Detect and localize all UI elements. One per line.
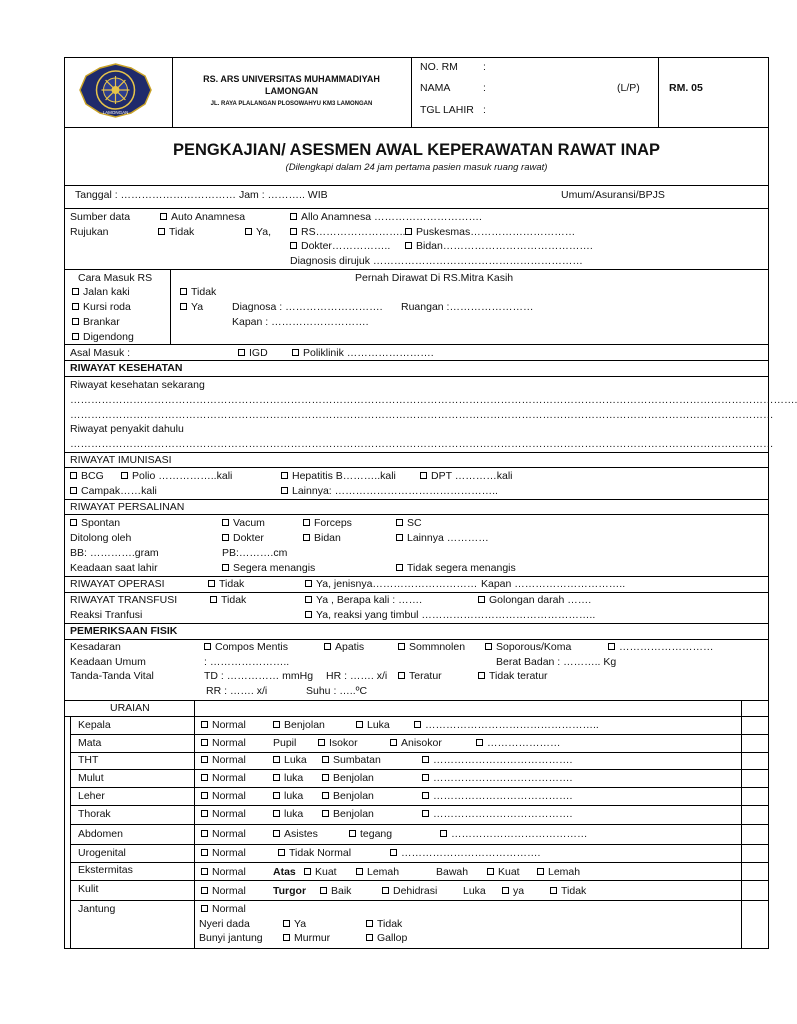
- checkbox-icon: [537, 868, 544, 875]
- tht-normal[interactable]: Normal: [201, 754, 246, 767]
- checkbox-icon: [322, 810, 329, 817]
- option-igd[interactable]: IGD: [238, 347, 268, 360]
- divider: [64, 467, 769, 468]
- checkbox-icon: [245, 228, 252, 235]
- checkbox-icon: [305, 611, 312, 618]
- checkbox-icon: [422, 774, 429, 781]
- hr-field[interactable]: HR : ……. x/i: [326, 670, 388, 682]
- leher-normal[interactable]: Normal: [201, 790, 246, 803]
- option-pernah-ya[interactable]: Ya: [180, 301, 203, 314]
- divider: [64, 576, 769, 577]
- checkbox-icon: [72, 288, 79, 295]
- checkbox-icon: [485, 643, 492, 650]
- checkbox-icon: [273, 721, 280, 728]
- checkbox-icon: [222, 534, 229, 541]
- checkbox-icon: [201, 739, 208, 746]
- checkbox-icon: [201, 756, 208, 763]
- checkbox-icon: [70, 487, 77, 494]
- ruangan-field[interactable]: Ruangan :……………………: [401, 301, 534, 313]
- mulut-lainnya[interactable]: ………………………………….: [422, 772, 572, 785]
- label-cara-masuk: Cara Masuk RS: [78, 272, 153, 284]
- kepala-lainnya[interactable]: …………………………………………..: [414, 719, 599, 732]
- berat-badan-field[interactable]: Berat Badan : ……….. Kg: [496, 656, 617, 668]
- option-apatis[interactable]: Apatis: [324, 641, 364, 654]
- option-somnolen[interactable]: Sommnolen: [398, 641, 465, 654]
- jantung-gallop[interactable]: Gallop: [366, 932, 407, 945]
- row-label-kepala: Kepala: [78, 719, 111, 731]
- checkbox-icon: [396, 519, 403, 526]
- divider: [70, 880, 769, 881]
- checkbox-icon: [414, 721, 421, 728]
- checkbox-icon: [201, 774, 208, 781]
- tht-luka[interactable]: Luka: [273, 754, 307, 767]
- checkbox-icon: [70, 519, 77, 526]
- option-ditolong-dokter[interactable]: Dokter: [222, 532, 264, 545]
- option-tidak-teratur[interactable]: Tidak teratur: [478, 670, 548, 683]
- option-teratur[interactable]: Teratur: [398, 670, 442, 683]
- label-lp: (L/P): [617, 82, 640, 94]
- bb-field[interactable]: BB: ………….gram: [70, 547, 159, 559]
- checkbox-icon: [324, 643, 331, 650]
- mulut-luka[interactable]: luka: [273, 772, 303, 785]
- rr-field[interactable]: RR : ……. x/i: [206, 685, 268, 697]
- hospital-city: LAMONGAN: [265, 86, 318, 96]
- checkbox-icon: [366, 934, 373, 941]
- option-allo-anamnesa[interactable]: Allo Anamnesa ………………………….: [290, 211, 482, 224]
- option-dpt[interactable]: DPT …………kali: [420, 470, 512, 483]
- divider: [64, 514, 769, 515]
- hospital-name: RS. ARS UNIVERSITAS MUHAMMADIYAH: [203, 74, 380, 84]
- option-sc[interactable]: SC: [396, 517, 422, 530]
- divider: [70, 805, 769, 806]
- divider: [70, 769, 769, 770]
- checkbox-icon: [478, 596, 485, 603]
- kulit-turgor-label: Turgor: [273, 885, 307, 897]
- checkbox-icon: [180, 288, 187, 295]
- ekstermitas-atas-kuat[interactable]: Kuat: [304, 866, 337, 879]
- abdomen-lainnya[interactable]: …………………………………: [440, 828, 588, 841]
- checkbox-icon: [322, 756, 329, 763]
- divider: [64, 344, 769, 345]
- checkbox-icon: [273, 774, 280, 781]
- checkbox-icon: [550, 887, 557, 894]
- ekstermitas-bawah-kuat[interactable]: Kuat: [487, 866, 520, 879]
- checkbox-icon: [398, 672, 405, 679]
- tht-lainnya[interactable]: ………………………………….: [422, 754, 572, 767]
- mulut-normal[interactable]: Normal: [201, 772, 246, 785]
- divider: [70, 787, 769, 788]
- checkbox-icon: [366, 920, 373, 927]
- label-keadaan-lahir: Keadaan saat lahir: [70, 562, 158, 574]
- checkbox-icon: [222, 564, 229, 571]
- checkbox-icon: [201, 905, 208, 912]
- label-keadaan-umum: Keadaan Umum: [70, 656, 146, 668]
- uraian-header: URAIAN: [110, 702, 150, 714]
- row-label-urogenital: Urogenital: [78, 847, 126, 859]
- divider: [64, 499, 769, 500]
- checkbox-icon: [201, 830, 208, 837]
- kepala-normal[interactable]: Normal: [201, 719, 246, 732]
- thorak-benjolan[interactable]: Benjolan: [322, 808, 374, 821]
- option-brankar[interactable]: Brankar: [72, 316, 120, 329]
- diagnosa-field[interactable]: Diagnosa : ……………………….: [232, 301, 383, 313]
- label-pernah-dirawat: Pernah Dirawat Di RS.Mitra Kasih: [355, 272, 514, 284]
- urogenital-tidak-normal[interactable]: Tidak Normal: [278, 847, 351, 860]
- colon: :: [483, 61, 486, 73]
- checkbox-icon: [608, 643, 615, 650]
- abdomen-asistes[interactable]: Asistes: [273, 828, 318, 841]
- divider: [70, 752, 769, 753]
- option-dokter[interactable]: Dokter……………..: [290, 240, 390, 253]
- colon: :: [483, 104, 486, 116]
- kulit-luka-ya[interactable]: ya: [502, 885, 524, 898]
- kulit-baik[interactable]: Baik: [320, 885, 351, 898]
- checkbox-icon: [440, 830, 447, 837]
- kapan-field[interactable]: Kapan : ……………………….: [232, 316, 369, 328]
- jantung-nyeri-label: Nyeri dada: [199, 918, 250, 930]
- ekstermitas-atas-lemah[interactable]: Lemah: [356, 866, 399, 879]
- checkbox-icon: [390, 739, 397, 746]
- urogenital-lainnya[interactable]: ………………………………….: [390, 847, 540, 860]
- checkbox-icon: [476, 739, 483, 746]
- td-field[interactable]: TD : …………… mmHg: [204, 670, 314, 682]
- ekstermitas-bawah-label: Bawah: [436, 866, 469, 878]
- riwayat-dahulu-line[interactable]: …………………………………………………………………………………………………………………………………………………………………………………: [70, 438, 774, 450]
- option-kesadaran-lainnya[interactable]: ………………………: [608, 641, 714, 654]
- section-riwayat-persalinan: RIWAYAT PERSALINAN: [70, 501, 185, 513]
- leher-benjolan[interactable]: Benjolan: [322, 790, 374, 803]
- checkbox-icon: [210, 596, 217, 603]
- mata-isokor[interactable]: Isokor: [318, 737, 358, 750]
- checkbox-icon: [305, 596, 312, 603]
- form-code: RM. 05: [669, 82, 703, 94]
- divider: [658, 57, 659, 127]
- label-sumber-data: Sumber data: [70, 211, 131, 223]
- riwayat-sekarang-line-2[interactable]: …………………………………………………………………………………………………………………………………………………………………………………: [70, 409, 774, 421]
- divider: [170, 269, 171, 344]
- kulit-dehidrasi[interactable]: Dehidrasi: [382, 885, 437, 898]
- option-auto-anamnesa[interactable]: Auto Anamnesa: [160, 211, 245, 224]
- row-label-thorak: Thorak: [78, 808, 111, 820]
- label-tanda-vital: Tanda-Tanda Vital: [70, 670, 154, 682]
- option-segera-menangis[interactable]: Segera menangis: [222, 562, 315, 575]
- checkbox-icon: [318, 739, 325, 746]
- option-campak[interactable]: Campak……kali: [70, 485, 157, 498]
- label-riwayat-sekarang: Riwayat kesehatan sekarang: [70, 379, 205, 391]
- divider: [64, 127, 769, 128]
- label-riwayat-dahulu: Riwayat penyakit dahulu: [70, 423, 184, 435]
- jantung-bunyi-label: Bunyi jantung: [199, 932, 263, 944]
- checkbox-icon: [201, 810, 208, 817]
- page-title: PENGKAJIAN/ ASESMEN AWAL KEPERAWATAN RAWAT INAP: [172, 141, 661, 159]
- ekstermitas-bawah-lemah[interactable]: Lemah: [537, 866, 580, 879]
- section-pemeriksaan-fisik: PEMERIKSAAN FISIK: [70, 625, 178, 637]
- row-label-jantung: Jantung: [78, 903, 116, 915]
- checkbox-icon: [405, 228, 412, 235]
- abdomen-tegang[interactable]: tegang: [349, 828, 392, 841]
- option-bcg[interactable]: BCG: [70, 470, 104, 483]
- row-label-mulut: Mulut: [78, 772, 104, 784]
- mata-anisokor[interactable]: Anisokor: [390, 737, 442, 750]
- section-riwayat-kesehatan: RIWAYAT KESEHATAN: [70, 362, 183, 374]
- divider: [70, 824, 769, 825]
- checkbox-icon: [322, 774, 329, 781]
- divider: [70, 716, 71, 949]
- checkbox-icon: [273, 830, 280, 837]
- checkbox-icon: [356, 868, 363, 875]
- ekstermitas-atas-label: Atas: [273, 866, 296, 878]
- divider: [64, 452, 769, 453]
- keadaan-umum-field[interactable]: : …………………..: [204, 656, 290, 668]
- diagnosis-dirujuk-field[interactable]: Diagnosis dirujuk ……………………………………………………: [290, 255, 583, 267]
- option-compos-mentis[interactable]: Compos Mentis: [204, 641, 288, 654]
- divider: [64, 592, 769, 593]
- checkbox-icon: [487, 868, 494, 875]
- option-tidak-segera-menangis[interactable]: Tidak segera menangis: [396, 562, 516, 575]
- divider: [64, 376, 769, 377]
- label-rujukan: Rujukan: [70, 226, 109, 238]
- option-vacum[interactable]: Vacum: [222, 517, 265, 530]
- checkbox-icon: [70, 472, 77, 479]
- option-operasi-ya[interactable]: Ya, jenisnya…………………………: [305, 578, 477, 591]
- checkbox-icon: [305, 580, 312, 587]
- operasi-kapan-field[interactable]: Kapan …………………………..: [481, 578, 626, 590]
- checkbox-icon: [201, 792, 208, 799]
- checkbox-icon: [422, 810, 429, 817]
- checkbox-icon: [303, 534, 310, 541]
- option-golongan-darah[interactable]: Golongan darah …….: [478, 594, 591, 607]
- checkbox-icon: [222, 519, 229, 526]
- option-operasi-tidak[interactable]: Tidak: [208, 578, 244, 591]
- checkbox-icon: [290, 242, 297, 249]
- label-tgl-lahir: TGL LAHIR: [420, 104, 474, 116]
- checkbox-icon: [208, 580, 215, 587]
- checkbox-icon: [303, 519, 310, 526]
- option-ditolong-bidan[interactable]: Bidan: [303, 532, 341, 545]
- checkbox-icon: [72, 303, 79, 310]
- option-poliklinik[interactable]: Poliklinik …………………….: [292, 347, 434, 360]
- jantung-murmur[interactable]: Murmur: [283, 932, 330, 945]
- checkbox-icon: [201, 868, 208, 875]
- mata-pupil-label: Pupil: [273, 737, 297, 749]
- option-soporous[interactable]: Soporous/Koma: [485, 641, 571, 654]
- checkbox-icon: [201, 887, 208, 894]
- divider: [70, 862, 769, 863]
- page-subtitle: (Dilengkapi dalam 24 jam pertama pasien masuk ruang rawat): [285, 162, 548, 173]
- kulit-luka-label: Luka: [463, 885, 486, 897]
- row-label-tht: THT: [78, 754, 99, 766]
- checkbox-icon: [405, 242, 412, 249]
- divider: [64, 185, 769, 186]
- checkbox-icon: [158, 228, 165, 235]
- thorak-normal[interactable]: Normal: [201, 808, 246, 821]
- payment-type: Umum/Asuransi/BPJS: [561, 189, 665, 201]
- checkbox-icon: [283, 934, 290, 941]
- option-spontan[interactable]: Spontan: [70, 517, 120, 530]
- checkbox-icon: [420, 472, 427, 479]
- checkbox-icon: [281, 487, 288, 494]
- option-ditolong-lainnya[interactable]: Lainnya …………: [396, 532, 489, 545]
- leher-luka[interactable]: luka: [273, 790, 303, 803]
- option-rujukan-tidak[interactable]: Tidak: [158, 226, 194, 239]
- divider: [64, 639, 769, 640]
- checkbox-icon: [320, 887, 327, 894]
- row-label-abdomen: Abdomen: [78, 828, 123, 840]
- divider: [64, 716, 769, 717]
- hospital-address: JL. RAYA PLALANGAN PLOSOWAHYU KM3 LAMONGAN: [210, 101, 373, 107]
- pb-field[interactable]: PB:……….cm: [222, 547, 288, 559]
- checkbox-icon: [304, 868, 311, 875]
- checkbox-icon: [201, 849, 208, 856]
- checkbox-icon: [422, 792, 429, 799]
- label-reaksi-transfusi: Reaksi Tranfusi: [70, 609, 143, 621]
- divider: [64, 360, 769, 361]
- divider: [70, 844, 769, 845]
- hospital-logo: [77, 63, 154, 118]
- checkbox-icon: [382, 887, 389, 894]
- jantung-normal[interactable]: Normal: [201, 903, 246, 916]
- checkbox-icon: [180, 303, 187, 310]
- label-no-rm: NO. RM: [420, 61, 458, 73]
- checkbox-icon: [273, 792, 280, 799]
- mata-normal[interactable]: Normal: [201, 737, 246, 750]
- divider: [70, 900, 769, 901]
- divider: [411, 57, 412, 127]
- leher-lainnya[interactable]: ………………………………….: [422, 790, 572, 803]
- jantung-nyeri-ya[interactable]: Ya: [283, 918, 306, 931]
- row-label-mata: Mata: [78, 737, 102, 749]
- checkbox-icon: [292, 349, 299, 356]
- option-pernah-tidak[interactable]: Tidak: [180, 286, 216, 299]
- thorak-luka[interactable]: luka: [273, 808, 303, 821]
- option-bidan[interactable]: Bidan…………………………………….: [405, 240, 593, 253]
- section-riwayat-transfusi: RIWAYAT TRANSFUSI: [70, 594, 178, 606]
- svg-text:LAMONGAN: LAMONGAN: [102, 110, 129, 115]
- checkbox-icon: [290, 228, 297, 235]
- divider: [70, 734, 769, 735]
- option-digendong[interactable]: Digendong: [72, 331, 134, 344]
- tanggal-field[interactable]: Tanggal : …………………………… Jam : ……….. WIB: [75, 189, 328, 201]
- checkbox-icon: [396, 564, 403, 571]
- tht-sumbatan[interactable]: Sumbatan: [322, 754, 381, 767]
- checkbox-icon: [422, 756, 429, 763]
- checkbox-icon: [72, 318, 79, 325]
- thorak-lainnya[interactable]: ………………………………….: [422, 808, 572, 821]
- option-rs[interactable]: RS……………………..: [290, 226, 405, 239]
- label-ditolong-oleh: Ditolong oleh: [70, 532, 132, 544]
- checkbox-icon: [390, 849, 397, 856]
- checkbox-icon: [273, 810, 280, 817]
- checkbox-icon: [238, 349, 245, 356]
- mata-lainnya[interactable]: …………………: [476, 737, 561, 750]
- suhu-field[interactable]: Suhu : …..ºC: [306, 685, 368, 697]
- option-puskesmas[interactable]: Puskesmas…………………………: [405, 226, 575, 239]
- riwayat-sekarang-line-1[interactable]: ……………………………………………………………………………………………………………………………………………………………………………………….: [70, 394, 797, 406]
- divider: [64, 208, 769, 209]
- row-label-leher: Leher: [78, 790, 105, 802]
- checkbox-icon: [349, 830, 356, 837]
- kulit-luka-tidak[interactable]: Tidak: [550, 885, 586, 898]
- jantung-nyeri-tidak[interactable]: Tidak: [366, 918, 402, 931]
- option-reaksi-ya[interactable]: Ya, reaksi yang timbul …………………………………………..: [305, 609, 595, 622]
- checkbox-icon: [121, 472, 128, 479]
- checkbox-icon: [278, 849, 285, 856]
- checkbox-icon: [356, 721, 363, 728]
- option-transfusi-tidak[interactable]: Tidak: [210, 594, 246, 607]
- option-hepatitis-b[interactable]: Hepatitis B………..kali: [281, 470, 396, 483]
- option-kursi-roda[interactable]: Kursi roda: [72, 301, 131, 314]
- kulit-normal[interactable]: Normal: [201, 885, 246, 898]
- option-polio[interactable]: Polio ……………..kali: [121, 470, 232, 483]
- option-jalan-kaki[interactable]: Jalan kaki: [72, 286, 130, 299]
- checkbox-icon: [398, 643, 405, 650]
- option-rujukan-ya[interactable]: Ya,: [245, 226, 271, 239]
- checkbox-icon: [502, 887, 509, 894]
- option-forceps[interactable]: Forceps: [303, 517, 352, 530]
- checkbox-icon: [201, 721, 208, 728]
- label-nama: NAMA: [420, 82, 451, 94]
- abdomen-normal[interactable]: Normal: [201, 828, 246, 841]
- checkbox-icon: [204, 643, 211, 650]
- row-label-kulit: Kulit: [78, 883, 99, 895]
- option-imunisasi-lainnya[interactable]: Lainnya: ………………………………………..: [281, 485, 498, 498]
- checkbox-icon: [283, 920, 290, 927]
- divider: [64, 623, 769, 624]
- label-kesadaran: Kesadaran: [70, 641, 121, 653]
- checkbox-icon: [478, 672, 485, 679]
- kepala-benjolan[interactable]: Benjolan: [273, 719, 325, 732]
- mulut-benjolan[interactable]: Benjolan: [322, 772, 374, 785]
- option-transfusi-ya[interactable]: Ya , Berapa kali : …….: [305, 594, 422, 607]
- urogenital-normal[interactable]: Normal: [201, 847, 246, 860]
- section-riwayat-operasi: RIWAYAT OPERASI: [70, 578, 165, 590]
- checkbox-icon: [273, 756, 280, 763]
- checkbox-icon: [160, 213, 167, 220]
- divider: [64, 700, 769, 701]
- checkbox-icon: [290, 213, 297, 220]
- checkbox-icon: [281, 472, 288, 479]
- kepala-luka[interactable]: Luka: [356, 719, 390, 732]
- checkbox-icon: [396, 534, 403, 541]
- ekstermitas-normal[interactable]: Normal: [201, 866, 246, 879]
- label-asal-masuk: Asal Masuk :: [70, 347, 131, 359]
- section-riwayat-imunisasi: RIWAYAT IMUNISASI: [70, 454, 172, 466]
- row-label-ekstermitas: Ekstermitas: [78, 864, 133, 876]
- checkbox-icon: [322, 792, 329, 799]
- colon: :: [483, 82, 486, 94]
- checkbox-icon: [72, 333, 79, 340]
